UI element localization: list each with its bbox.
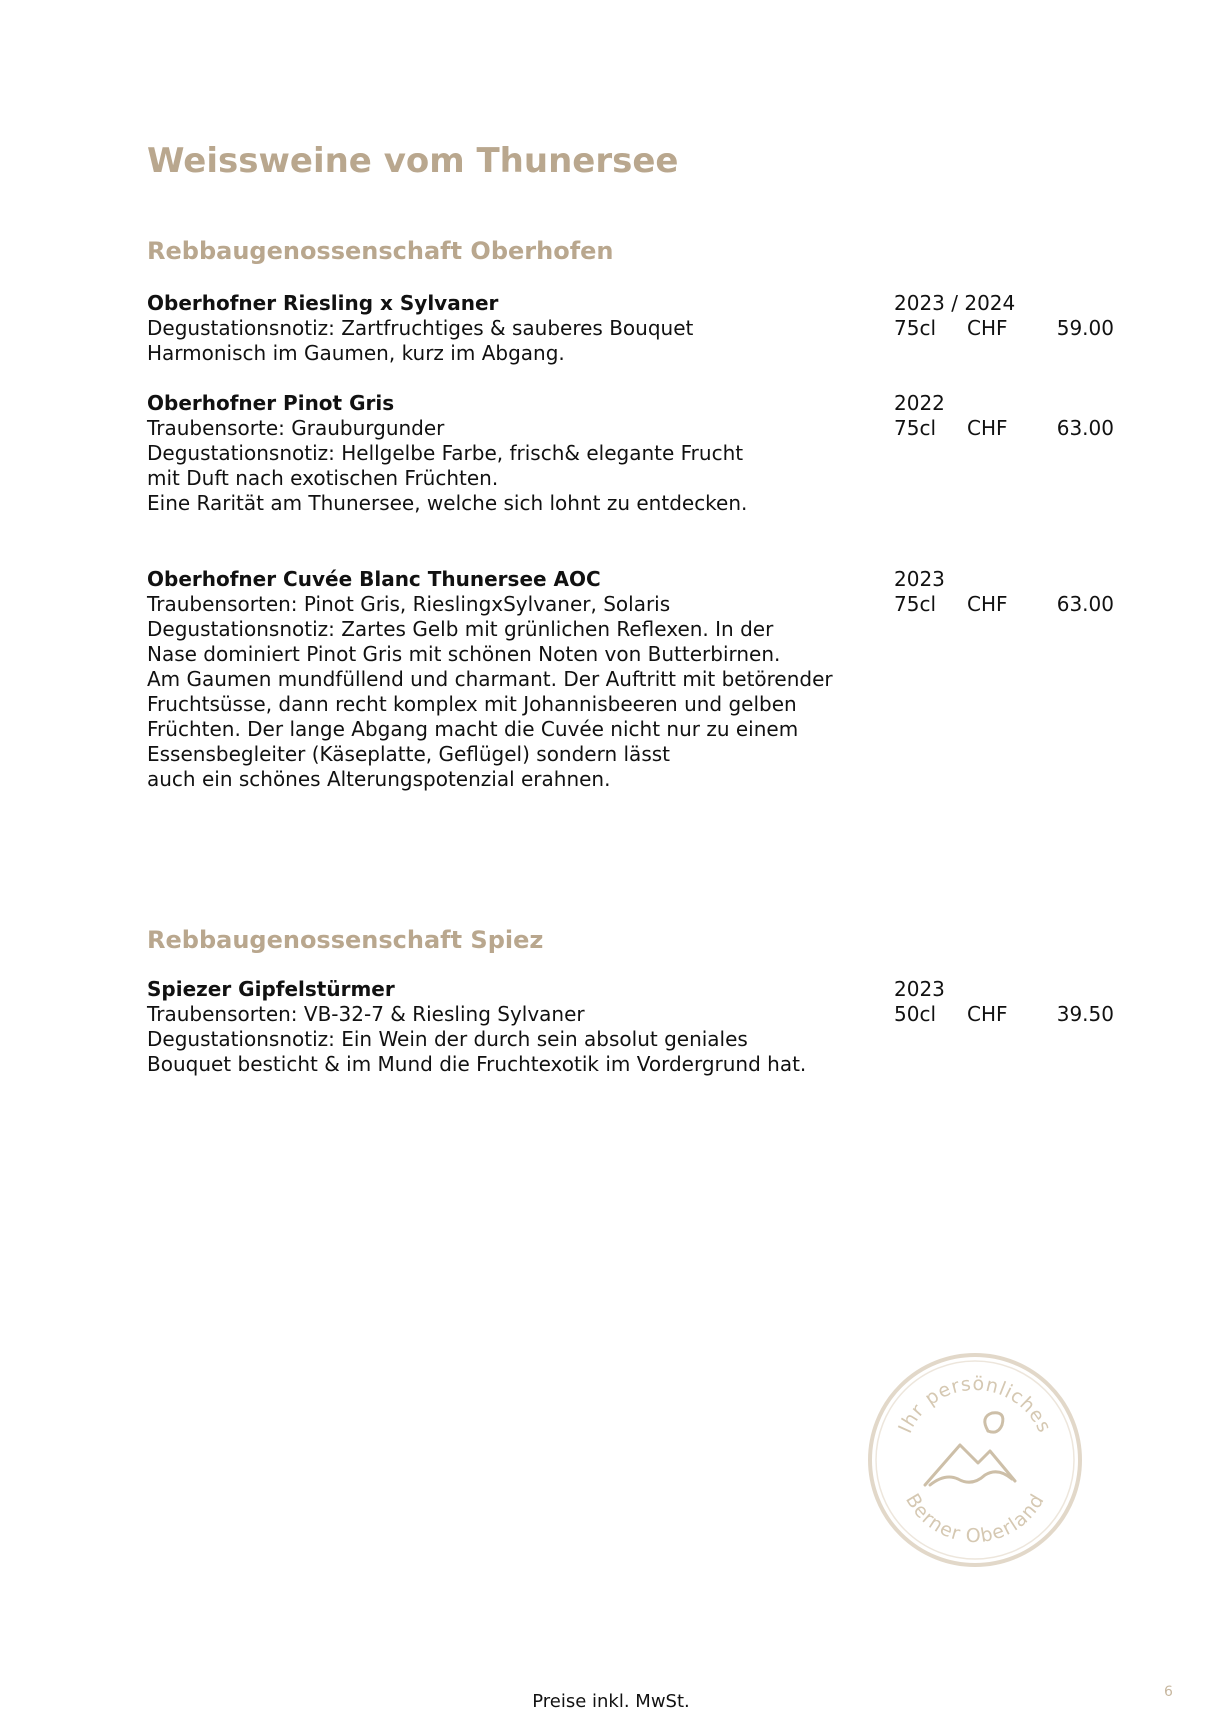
- wine-volume: 75cl: [894, 416, 937, 440]
- wine-price: 63.00: [1056, 592, 1114, 616]
- wine-item: [147, 567, 1114, 792]
- wine-description-line: auch ein schönes Alterungspotenzial erahnen.: [147, 767, 611, 791]
- wine-year: 2023: [894, 977, 945, 1001]
- stamp-top-text: Ihr persönliches: [894, 1372, 1056, 1437]
- wine-name: Oberhofner Pinot Gris: [147, 391, 395, 415]
- wine-description-line: Degustationsnotiz: Hellgelbe Farbe, frisch& elegante Frucht: [147, 441, 744, 465]
- wine-currency: CHF: [967, 592, 1008, 616]
- wine-year: 2022: [894, 391, 945, 415]
- section-title-oberhofen: Rebbaugenossenschaft Oberhofen: [147, 237, 614, 265]
- wine-price: 63.00: [1056, 416, 1114, 440]
- wine-description-line: Degustationsnotiz: Ein Wein der durch sein absolut geniales: [147, 1027, 748, 1051]
- stamp-bottom-text: Berner Oberland: [901, 1489, 1049, 1548]
- wine-description-line: Traubensorten: VB-32-7 & Riesling Sylvaner: [147, 1002, 585, 1026]
- wine-description-line: Bouquet besticht & im Mund die Fruchtexotik im Vordergrund hat.: [147, 1052, 807, 1076]
- footer-note: Preise inkl. MwSt.: [532, 1691, 690, 1712]
- wine-description-line: Fruchtsüsse, dann recht komplex mit Johannisbeeren und gelben: [147, 692, 797, 716]
- wine-description-line: Eine Rarität am Thunersee, welche sich lohnt zu entdecken.: [147, 491, 748, 515]
- wine-volume: 50cl: [894, 1002, 937, 1026]
- wine-description-line: Traubensorten: Pinot Gris, RieslingxSylvaner, Solaris: [147, 592, 671, 616]
- wine-description-line: Harmonisch im Gaumen, kurz im Abgang.: [147, 341, 565, 365]
- wine-description-line: Früchten. Der lange Abgang macht die Cuvée nicht nur zu einem: [147, 717, 799, 741]
- mountain-stamp-icon: [860, 1345, 1090, 1575]
- wine-volume: 75cl: [894, 316, 937, 340]
- wine-name: Spiezer Gipfelstürmer: [147, 977, 395, 1001]
- wine-currency: CHF: [967, 1002, 1008, 1026]
- wine-description-line: mit Duft nach exotischen Früchten.: [147, 466, 499, 490]
- wine-description-line: Traubensorte: Grauburgunder: [147, 416, 445, 440]
- wine-price: 59.00: [1056, 316, 1114, 340]
- wine-name: Oberhofner Riesling x Sylvaner: [147, 291, 499, 315]
- wine-description-line: Am Gaumen mundfüllend und charmant. Der Auftritt mit betörender: [147, 667, 833, 691]
- wine-year: 2023 / 2024: [894, 291, 1016, 315]
- wine-description-line: Degustationsnotiz: Zartfruchtiges & sauberes Bouquet: [147, 316, 694, 340]
- wine-currency: CHF: [967, 416, 1008, 440]
- wine-meta: [894, 977, 1114, 1027]
- wine-item: [147, 391, 1114, 516]
- wine-item: [147, 977, 1114, 1077]
- section-title-spiez: Rebbaugenossenschaft Spiez: [147, 926, 544, 954]
- wine-year: 2023: [894, 567, 945, 591]
- page-number: 6: [1164, 1684, 1173, 1700]
- wine-volume: 75cl: [894, 592, 937, 616]
- wine-meta: [894, 391, 1114, 441]
- wine-price: 39.50: [1056, 1002, 1114, 1026]
- wine-description-line: Essensbegleiter (Käseplatte, Geflügel) sondern lässt: [147, 742, 670, 766]
- wine-name: Oberhofner Cuvée Blanc Thunersee AOC: [147, 567, 601, 591]
- wine-description-line: Degustationsnotiz: Zartes Gelb mit grünlichen Reflexen. In der: [147, 617, 774, 641]
- wine-item: [147, 291, 1114, 366]
- wine-description-line: Nase dominiert Pinot Gris mit schönen Noten von Butterbirnen.: [147, 642, 781, 666]
- page-title: Weissweine vom Thunersee: [147, 141, 679, 181]
- wine-meta: [894, 291, 1114, 341]
- wine-meta: [894, 567, 1114, 617]
- wine-currency: CHF: [967, 316, 1008, 340]
